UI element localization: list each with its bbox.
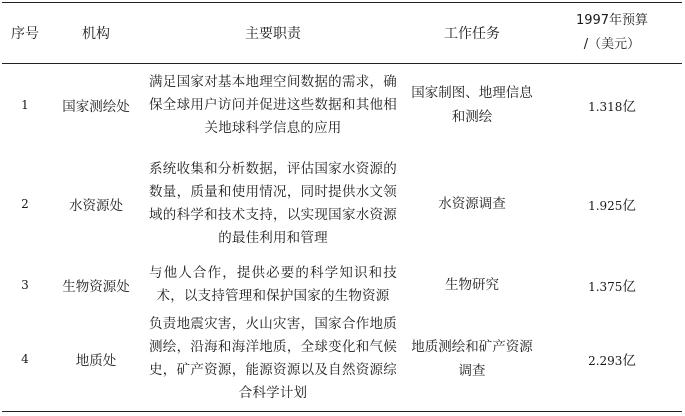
header-tasks: 工作任务	[444, 26, 500, 42]
cell-tasks: 国家制图、地理信息和测绘	[411, 85, 533, 126]
header-agency: 机构	[82, 26, 110, 42]
budget-unit: 亿	[622, 99, 636, 116]
cell-budget	[542, 262, 682, 308]
budget-value: 1.925	[588, 199, 623, 213]
budget-unit: 亿	[622, 278, 636, 295]
budget-unit: 亿	[622, 198, 636, 214]
agency-table	[2, 2, 682, 412]
table-row	[2, 64, 682, 147]
header-budget	[542, 3, 682, 64]
cell-tasks: 地质测绘和矿产资源调查	[411, 339, 533, 380]
cell-duties: 系统收集和分析数据，评估国家水资源的数量，质量和使用情况，同时提供水文领域的科学和技术支持，以实现国家水资源的最佳利用和管理	[149, 161, 397, 246]
cell-duties: 满足国家对基本地理空间数据的需求，确保全球用户访问并促进这些数据和其他相关地球科学信息的应用	[149, 73, 397, 136]
cell-index: 2	[21, 197, 29, 211]
header-row	[2, 3, 682, 64]
cell-agency: 国家测绘处	[62, 99, 130, 116]
table-row	[2, 308, 682, 412]
table-header	[2, 3, 682, 64]
table-row	[2, 147, 682, 262]
budget-value: 2.293	[588, 354, 623, 369]
header-duties: 主要职责	[245, 26, 301, 42]
cell-agency: 水资源处	[69, 198, 123, 214]
header-budget-line2: /（美元）	[583, 37, 641, 52]
table-body	[2, 64, 682, 412]
header-budget-line1: 1997年预算	[575, 13, 649, 28]
cell-budget	[542, 308, 682, 412]
header-index: 序号	[11, 26, 39, 42]
cell-index: 1	[21, 98, 29, 113]
cell-budget	[542, 147, 682, 262]
cell-duties: 负责地震灾害，火山灾害，国家合作地质测绘，沿海和海洋地质，全球变化和气候史，矿产资源，能源资源以及自然资源综合科学计划	[149, 316, 397, 402]
cell-duties: 与他人合作，提供必要的科学知识和技术，以支持管理和保护国家的生物资源	[149, 264, 397, 304]
cell-agency: 生物资源处	[62, 278, 130, 295]
table-row	[2, 262, 682, 308]
budget-value: 1.318	[588, 100, 623, 115]
cell-budget	[542, 64, 682, 147]
budget-unit: 亿	[622, 353, 636, 370]
cell-index: 4	[21, 352, 29, 367]
cell-tasks: 水资源调查	[438, 196, 506, 212]
budget-value: 1.375	[588, 279, 623, 294]
cell-index: 3	[21, 277, 29, 292]
cell-agency: 地质处	[75, 353, 117, 370]
cell-tasks: 生物研究	[445, 276, 499, 293]
